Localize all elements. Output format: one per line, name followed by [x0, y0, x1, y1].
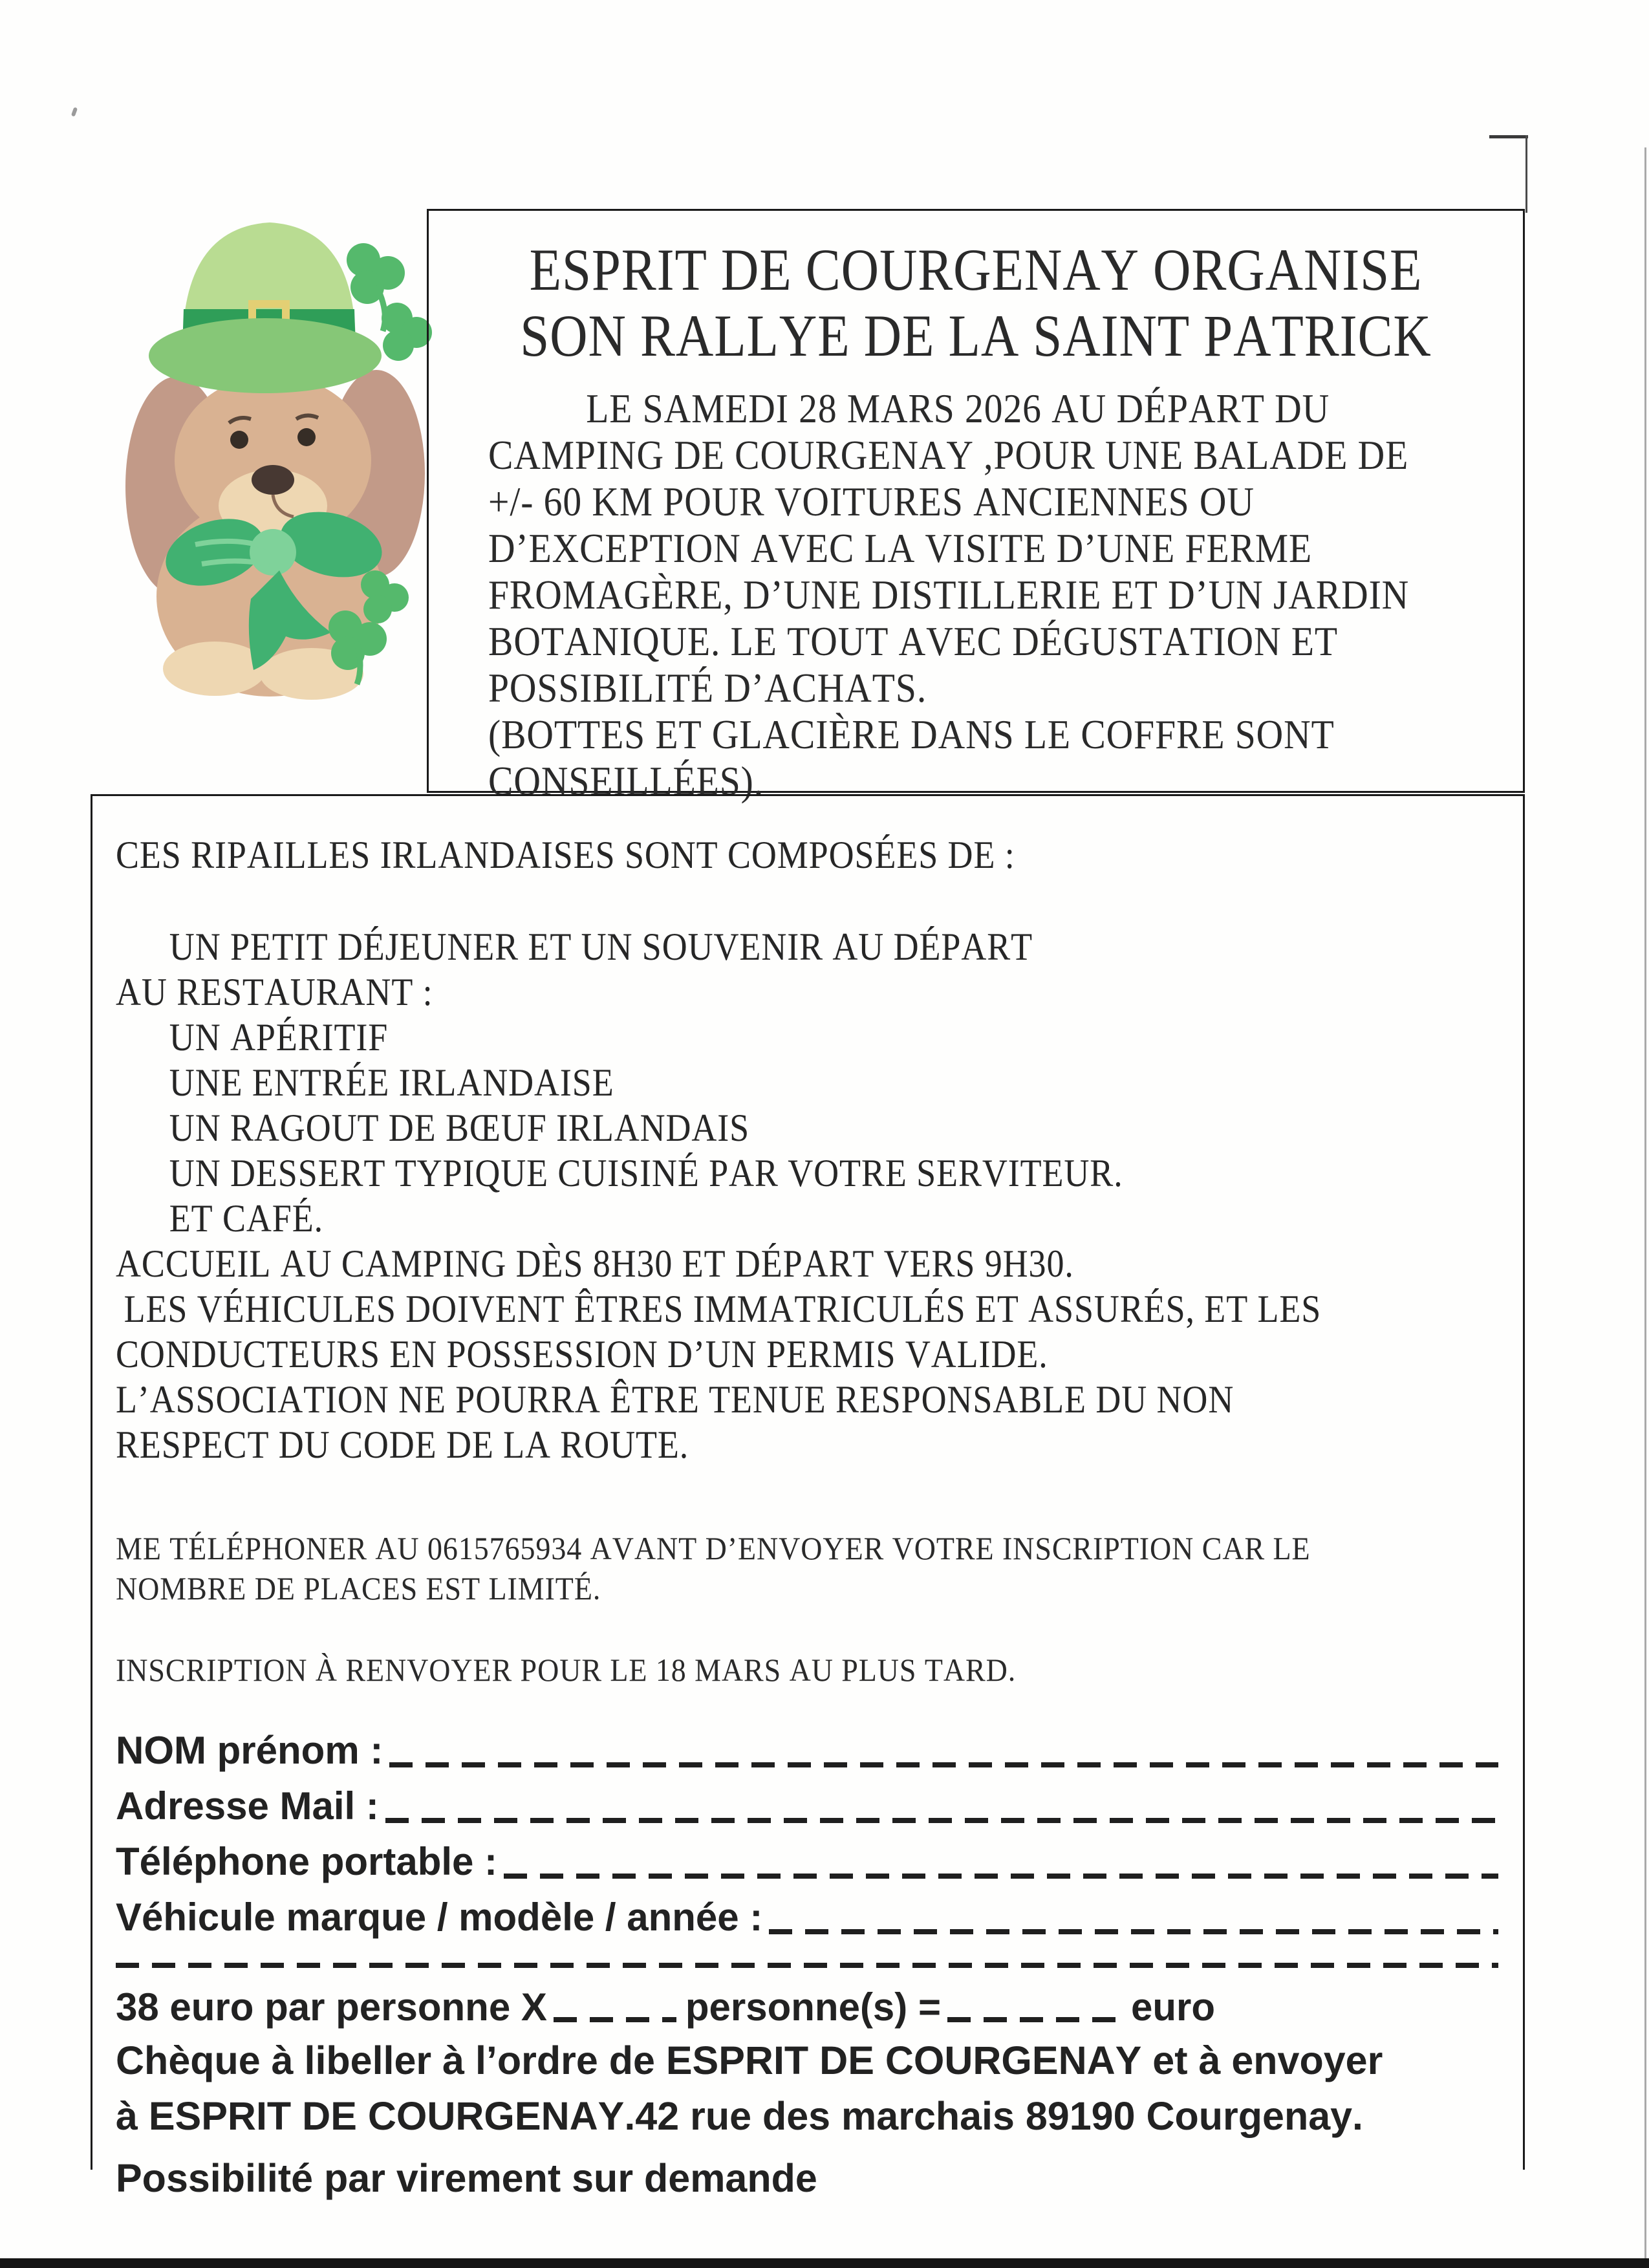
rules-line: CONDUCTEURS EN POSSESSION D’UN PERMIS VALIDE. — [116, 1333, 1048, 1376]
price-per-person-label: 38 euro par personne X — [116, 1985, 547, 2029]
menu-item: UN PETIT DÉJEUNER ET UN SOUVENIR AU DÉPART — [169, 925, 1033, 968]
menu-item: UN APÉRITIF — [169, 1016, 389, 1059]
cheque-address-line: à ESPRIT DE COURGENAY.42 rue des marchais 89190 Courgenay. — [116, 2094, 1364, 2138]
puppy-eye-left — [230, 431, 248, 449]
total-amount-blank — [947, 2017, 1122, 2022]
email-field-label: Adresse Mail : — [116, 1784, 379, 1828]
phone-note-line: NOMBRE DE PLACES EST LIMITÉ. — [116, 1570, 601, 1606]
event-description-line: BOTANIQUE. LE TOUT AVEC DÉGUSTATION ET — [488, 618, 1338, 664]
name-field-blank-line — [389, 1762, 1498, 1767]
price-currency-label: euro — [1131, 1985, 1216, 2029]
event-description-line: CAMPING DE COURGENAY ,POUR UNE BALADE DE — [488, 432, 1409, 478]
vehicle-field-blank-line — [769, 1929, 1498, 1934]
menu-item: AU RESTAURANT : — [116, 971, 433, 1013]
menu-item: ET CAFÉ. — [169, 1197, 324, 1240]
rules-line: L’ASSOCIATION NE POURRA ÊTRE TENUE RESPONSABLE DU NON — [116, 1378, 1234, 1421]
event-description-line: D’EXCEPTION AVEC LA VISITE D’UNE FERME — [488, 525, 1313, 571]
menu-item: UN DESSERT TYPIQUE CUISINÉ PAR VOTRE SERVITEUR. — [169, 1152, 1123, 1194]
scan-corner-mark — [1525, 135, 1527, 213]
name-field-label: NOM prénom : — [116, 1729, 383, 1772]
form-row-phone — [116, 1832, 1507, 1888]
event-header-box — [427, 209, 1525, 804]
rules-line: LES VÉHICULES DOIVENT ÊTRES IMMATRICULÉS ET ASSURÉS, ET LES — [124, 1288, 1322, 1330]
schedule-line: ACCUEIL AU CAMPING DÈS 8H30 ET DÉPART VERS 9H30. — [116, 1242, 1074, 1285]
event-description — [488, 385, 1523, 805]
menu-item: UNE ENTRÉE IRLANDAISE — [169, 1061, 614, 1104]
vehicle-blank-line-continued — [116, 1963, 1523, 1968]
form-row-email — [116, 1777, 1507, 1832]
form-row-name — [116, 1721, 1507, 1777]
event-title-line: SON RALLYE DE LA SAINT PATRICK — [520, 303, 1432, 369]
event-description-line: LE SAMEDI 28 MARS 2026 AU DÉPART DU — [586, 385, 1330, 431]
scan-corner-mark — [1489, 135, 1528, 138]
phone-field-label: Téléphone portable : — [116, 1840, 498, 1883]
event-description-line: POSSIBILITÉ D’ACHATS. — [488, 665, 927, 711]
puppy-eye-right — [297, 428, 316, 446]
person-count-blank — [554, 2017, 676, 2022]
rules-line: RESPECT DU CODE DE LA ROUTE. — [116, 1423, 689, 1466]
st-patrick-puppy-illustration — [118, 182, 427, 704]
leprechaun-hat-brim — [149, 318, 382, 393]
phone-note-line: ME TÉLÉPHONER AU 0615765934 AVANT D’ENVOYER VOTRE INSCRIPTION CAR LE — [116, 1530, 1311, 1566]
deadline-note: INSCRIPTION À RENVOYER POUR LE 18 MARS AU PLUS TARD. — [116, 1652, 1017, 1688]
details-and-registration-box — [91, 794, 1525, 2200]
event-description-line: FROMAGÈRE, D’UNE DISTILLERIE ET D’UN JARDIN — [488, 572, 1410, 618]
phone-note — [116, 1528, 1523, 1608]
scan-bottom-bar — [0, 2258, 1649, 2268]
scan-speck — [71, 107, 78, 116]
event-description-line: CONSEILLÉES). — [488, 758, 764, 804]
cheque-instruction-line: Chèque à libeller à l’ordre de ESPRIT DE COURGENAY et à envoyer — [116, 2038, 1383, 2082]
event-description-line: +/- 60 KM POUR VOITURES ANCIENNES OU — [488, 479, 1255, 524]
price-equals-label: personne(s) = — [685, 1985, 941, 2029]
event-description-line: (BOTTES ET GLACIÈRE DANS LE COFFRE SONT — [488, 711, 1335, 757]
email-field-blank-line — [385, 1818, 1498, 1823]
vehicle-field-label: Véhicule marque / modèle / année : — [116, 1895, 763, 1939]
price-calculation-row — [116, 1982, 1523, 2031]
form-row-vehicle — [116, 1888, 1507, 1943]
puppy-nose — [252, 465, 294, 495]
menu-item: UN RAGOUT DE BŒUF IRLANDAIS — [169, 1107, 750, 1149]
event-title-line: ESPRIT DE COURGENAY ORGANISE — [529, 237, 1423, 303]
scan-edge-line — [1644, 147, 1646, 2268]
truncated-bottom-line — [116, 2152, 1523, 2200]
bank-transfer-note: Possibilité par virement sur demande — [116, 2156, 817, 2200]
registration-form — [116, 1721, 1523, 1943]
phone-field-blank-line — [504, 1874, 1498, 1879]
blank-dashed-line — [116, 1963, 1498, 1968]
menu-intro-line: CES RIPAILLES IRLANDAISES SONT COMPOSÉES DE : — [116, 834, 1015, 876]
